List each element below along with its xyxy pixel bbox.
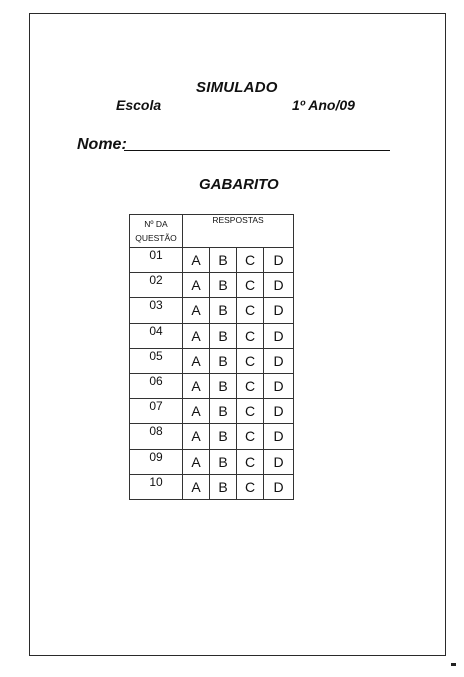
year-label: 1º Ano/09 [292, 97, 355, 113]
answer-option-b[interactable]: B [210, 424, 237, 449]
question-column-header [130, 215, 183, 248]
question-number: 09 [130, 449, 183, 474]
answer-option-a[interactable]: A [183, 298, 210, 323]
question-header-line-2: QUESTÃO [135, 233, 177, 243]
name-label: Nome: [77, 136, 127, 153]
answer-option-b[interactable]: B [210, 373, 237, 398]
answer-option-b[interactable]: B [210, 323, 237, 348]
answer-option-d[interactable]: D [264, 348, 294, 373]
question-number: 07 [130, 399, 183, 424]
answer-option-c[interactable]: C [237, 298, 264, 323]
answer-option-c[interactable]: C [237, 348, 264, 373]
answer-option-b[interactable]: B [210, 474, 237, 499]
school-label: Escola [116, 97, 162, 113]
question-number: 08 [130, 424, 183, 449]
answer-option-c[interactable]: C [237, 323, 264, 348]
answer-option-a[interactable]: A [183, 273, 210, 298]
answer-option-d[interactable]: D [264, 424, 294, 449]
answer-option-d[interactable]: D [264, 399, 294, 424]
answer-option-c[interactable]: C [237, 273, 264, 298]
question-number: 01 [130, 248, 183, 273]
table-row [130, 399, 294, 424]
answer-option-a[interactable]: A [183, 474, 210, 499]
answer-option-d[interactable]: D [264, 449, 294, 474]
question-number: 04 [130, 323, 183, 348]
answer-option-a[interactable]: A [183, 348, 210, 373]
table-row [130, 323, 294, 348]
answer-option-c[interactable]: C [237, 474, 264, 499]
table-row [130, 298, 294, 323]
answer-option-b[interactable]: B [210, 348, 237, 373]
page-title: SIMULADO [196, 79, 278, 96]
question-number: 02 [130, 273, 183, 298]
table-row [130, 373, 294, 398]
answer-grid-header [130, 215, 294, 248]
table-row [130, 273, 294, 298]
question-number: 03 [130, 298, 183, 323]
table-row [130, 474, 294, 499]
answer-grid [129, 214, 294, 500]
answer-option-a[interactable]: A [183, 399, 210, 424]
answer-option-d[interactable]: D [264, 323, 294, 348]
table-row [130, 449, 294, 474]
answer-option-b[interactable]: B [210, 273, 237, 298]
answer-option-c[interactable]: C [237, 373, 264, 398]
answer-option-a[interactable]: A [183, 449, 210, 474]
answer-option-a[interactable]: A [183, 424, 210, 449]
answer-option-d[interactable]: D [264, 373, 294, 398]
scan-mark [451, 663, 456, 666]
answer-option-b[interactable]: B [210, 248, 237, 273]
answer-option-c[interactable]: C [237, 424, 264, 449]
question-number: 06 [130, 373, 183, 398]
answer-key-title: GABARITO [199, 176, 279, 193]
answer-option-a[interactable]: A [183, 248, 210, 273]
table-row [130, 424, 294, 449]
answer-option-c[interactable]: C [237, 248, 264, 273]
table-row [130, 248, 294, 273]
question-number: 05 [130, 348, 183, 373]
question-header-line-1: Nº DA [144, 219, 168, 229]
answer-option-d[interactable]: D [264, 273, 294, 298]
answer-option-d[interactable]: D [264, 248, 294, 273]
answer-option-c[interactable]: C [237, 399, 264, 424]
answer-option-b[interactable]: B [210, 449, 237, 474]
answer-option-a[interactable]: A [183, 323, 210, 348]
answer-option-d[interactable]: D [264, 298, 294, 323]
answer-option-b[interactable]: B [210, 399, 237, 424]
question-number: 10 [130, 474, 183, 499]
answer-option-b[interactable]: B [210, 298, 237, 323]
answer-option-a[interactable]: A [183, 373, 210, 398]
answers-column-header: RESPOSTAS [183, 215, 294, 248]
name-blank-line [124, 150, 390, 151]
answer-option-c[interactable]: C [237, 449, 264, 474]
answer-option-d[interactable]: D [264, 474, 294, 499]
table-row [130, 348, 294, 373]
